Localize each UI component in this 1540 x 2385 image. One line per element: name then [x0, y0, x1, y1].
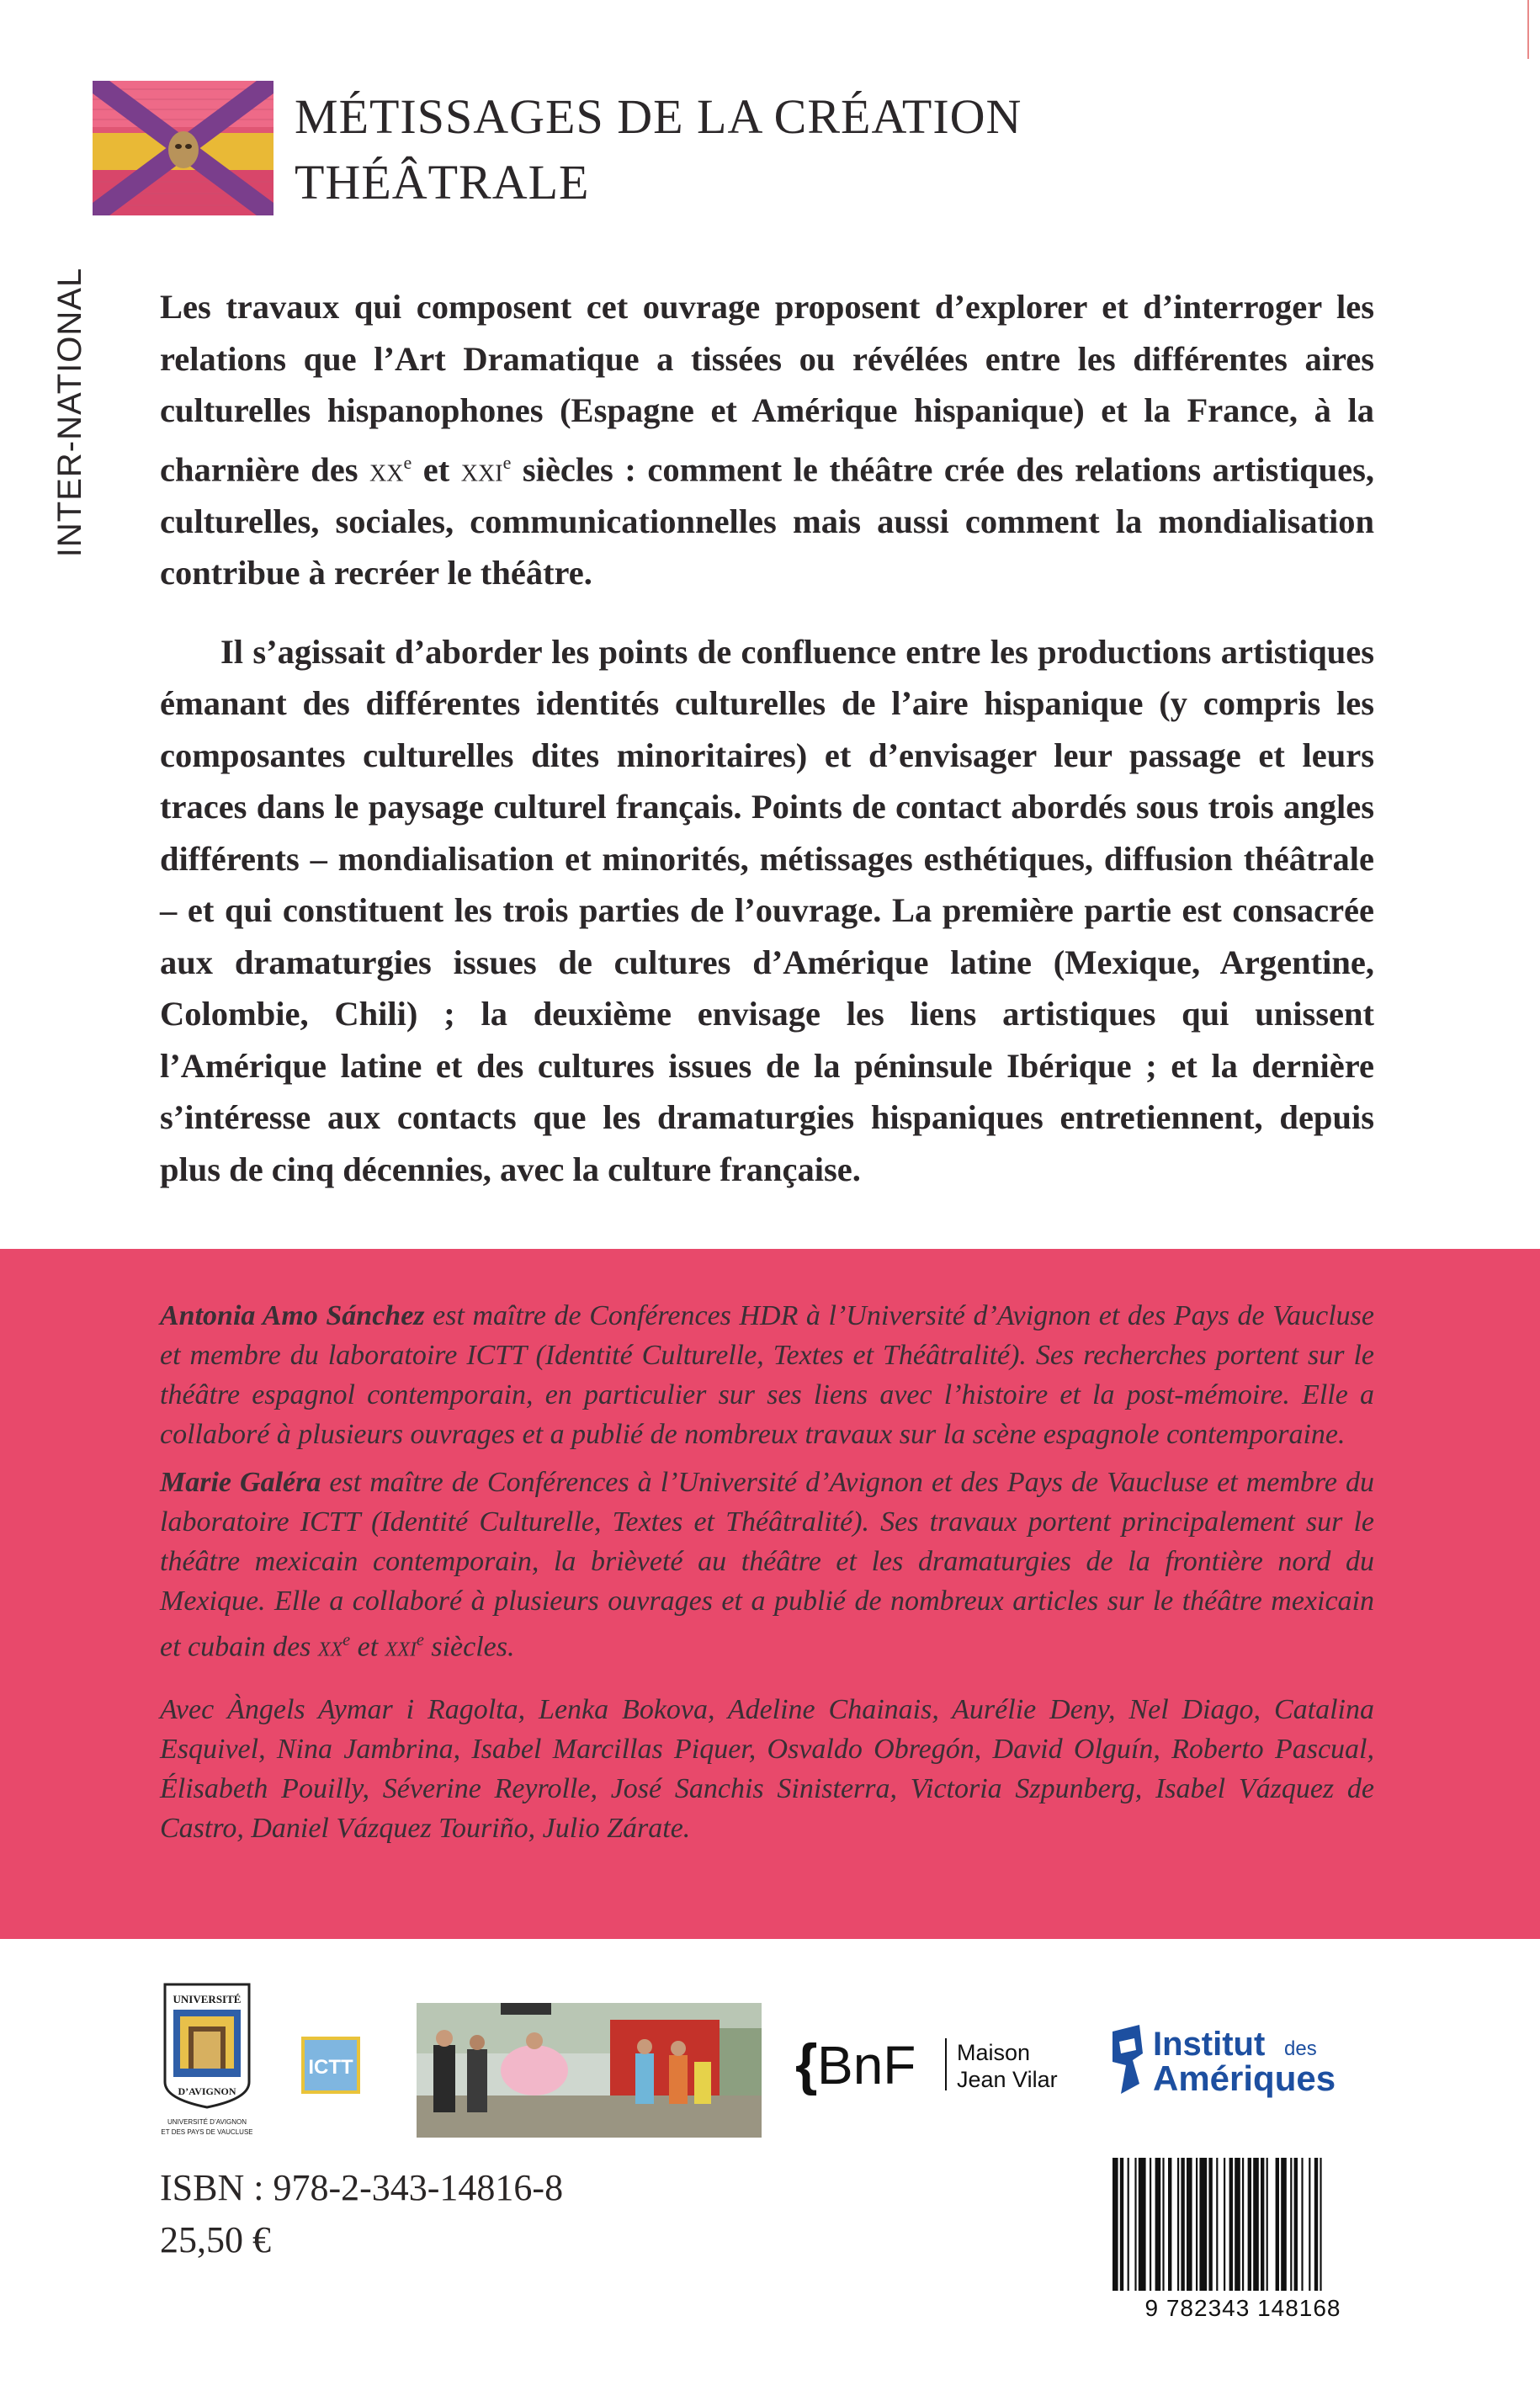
barcode-bar: [1253, 2158, 1259, 2291]
series-label: INTER-NATIONAL: [51, 267, 88, 558]
barcode-bar: [1134, 2158, 1136, 2291]
book-title-line-2: THÉÂTRALE: [295, 155, 590, 210]
book-title-line-1: MÉTISSAGES DE LA CRÉATION: [295, 89, 1022, 144]
theatre-photo: [417, 2003, 762, 2138]
bnf-brace: {: [795, 2032, 818, 2096]
avignon-logo-sub-1: UNIVERSITÉ D’AVIGNON: [167, 2118, 247, 2126]
barcode-bar: [1139, 2158, 1146, 2291]
institut-des-text: des: [1284, 2037, 1317, 2060]
description-paragraph-2: Il s’agissait d’aborder les points de confluence entre les productions artistiques émanant des différentes identités culturelles de l’aire hispanique (y compris les composantes culturelles dites minoritaires) et d’envisager leur passage et leurs traces dans le paysage culturel français. Points de contact abordés sous trois angles différents – mondialisation et minorités, métissages esthétiques, diffusion théâtrale – et qui constituent les trois parties de l’ouvrage. La première partie est consacrée aux dramaturgies issues de cultures d’Amérique latine (Mexique, Argentine, Colombie, Chili) ; la deuxième envisage les liens artistiques qui unissent l’Amérique latine et des cultures issues de la péninsule Ibérique ; et la dernière s’intéresse aux contacts que les dramaturgies hispaniques entretiennent, depuis plus de cinq décennies, avec la culture française.: [160, 632, 1374, 1188]
authors-section: [160, 1296, 1374, 1856]
barcode-bar: [1187, 2158, 1192, 2291]
barcode-bar: [1120, 2158, 1123, 2291]
barcode-bar: [1155, 2158, 1161, 2291]
desc-p1-b: et: [412, 450, 461, 488]
barcode-bars: [1113, 2158, 1322, 2291]
isbn: ISBN : 978-2-343-14816-8: [160, 2167, 564, 2208]
bnf-maison-jean-vilar-logo: [795, 2020, 1081, 2112]
author-century-21-sup: e: [416, 1631, 424, 1649]
barcode-bar: [1290, 2158, 1292, 2291]
institut-text: Institut: [1153, 2026, 1266, 2063]
author-bio-1-text: est maître de Conférences HDR à l’Université d’Avignon et des Pays de Vaucluse et membre du laboratoire ICTT (Identité Culturelle, Textes et Théâtralité). Ses recherches portent sur le théâtre espagnol contemporain, en particulier sur ses liens avec l’histoire et la post-mémoire. Elle a collaboré à plusieurs ouvrages et a publié de nombreux travaux sur la scène espagnole contemporaine.: [160, 1300, 1374, 1450]
barcode-bar: [1113, 2158, 1118, 2291]
barcode-bar: [1261, 2158, 1264, 2291]
barcode-bar: [1294, 2158, 1298, 2291]
barcode-bar: [1281, 2158, 1287, 2291]
avignon-logo-mid-text: D’AVIGNON: [178, 2085, 236, 2097]
ameriques-text: Amériques: [1153, 2058, 1336, 2098]
author-bio-2-end: siècles.: [423, 1631, 515, 1663]
barcode-bar: [1162, 2158, 1164, 2291]
avignon-logo-top-text: UNIVERSITÉ: [173, 1993, 242, 2005]
barcode-bar: [1248, 2158, 1251, 2291]
description: [160, 281, 1374, 1195]
author-bio-2-text: est maître de Conférences à l’Université d’Avignon et des Pays de Vaucluse et membre du laboratoire ICTT (Identité Culturelle, Textes et Théâtralité). Ses travaux portent principalement sur le théâtre mexicain contemporain, la brièveté au théâtre et les dramaturgies de la frontière nord du Mexique. Elle a collaboré à plusieurs ouvrages et a publié de nombreux articles sur le théâtre mexicain et cubain des: [160, 1467, 1374, 1663]
bnf-logo-text: BnF: [817, 2035, 916, 2096]
barcode-bar: [1267, 2158, 1268, 2291]
price: 25,50 €: [160, 2219, 271, 2260]
barcode-bar: [1314, 2158, 1318, 2291]
barcode-bar: [1168, 2158, 1171, 2291]
desc-p1-a: Les travaux qui composent cet ouvrage proposent d’explorer et d’interroger les relations que l’Art Dramatique a tissées ou révélées entre les différentes aires culturelles hispanophones (Espagne et Amérique hispanique) et la France, à la charnière des: [160, 288, 1374, 488]
century-21: xxi: [460, 450, 503, 488]
ictt-logo-text: ICTT: [308, 2056, 353, 2079]
barcode-bar: [1196, 2158, 1197, 2291]
page-edge-mark: [1527, 0, 1529, 59]
barcode-bar: [1199, 2158, 1207, 2291]
contributors: Avec Àngels Aymar i Ragolta, Lenka Bokova, Adeline Chainais, Aurélie Deny, Nel Diago, Catalina Esquivel, Nina Jambrina, Isabel Marcillas Piquer, Osvaldo Obregón, David Olguín, Roberto Pascual, Élisabeth Pouilly, Séverine Reyrolle, José Sanchis Sinisterra, Victoria Szpunberg, Isabel Vázquez de Castro, Daniel Vázquez Touriño, Julio Zárate.: [160, 1694, 1374, 1845]
author-bio-2: [160, 1463, 1374, 1666]
century-20: xx: [369, 450, 404, 488]
avignon-logo-sub-2: ET DES PAYS DE VAUCLUSE: [162, 2128, 252, 2136]
author-name-2: Marie Galéra: [160, 1467, 321, 1498]
barcode-bar: [1150, 2158, 1151, 2291]
jean-vilar-text: Jean Vilar: [957, 2067, 1058, 2092]
barcode-number: 9 782343 148168: [1144, 2295, 1341, 2321]
author-bio-1: [160, 1296, 1374, 1454]
author-century-20-sup: e: [343, 1631, 351, 1649]
description-paragraph-1: [160, 281, 1374, 599]
barcode-bar: [1320, 2158, 1321, 2291]
author-century-20: xx: [317, 1631, 343, 1663]
barcode-bar: [1181, 2158, 1184, 2291]
barcode-bar: [1224, 2158, 1225, 2291]
desc-p1-d: siècles : comment le théâtre crée des relations artistiques, culturelles, sociales, communicationnelles mais aussi comment la mondialisation contribue à recréer le théâtre.: [160, 450, 1374, 592]
barcode-bar: [1301, 2158, 1303, 2291]
century-20-sup: e: [403, 451, 412, 473]
institut-des-ameriques-logo: [1109, 2016, 1378, 2101]
century-21-sup: e: [502, 451, 512, 473]
author-name-1: Antonia Amo Sánchez: [160, 1300, 425, 1331]
author-century-21: xxi: [385, 1631, 417, 1663]
barcode-bar: [1309, 2158, 1310, 2291]
barcode: [1109, 2156, 1377, 2321]
barcode-bar: [1235, 2158, 1240, 2291]
universite-avignon-logo: [162, 1981, 252, 2141]
barcode-bar: [1216, 2158, 1218, 2291]
barcode-bar: [1229, 2158, 1233, 2291]
barcode-bar: [1242, 2158, 1244, 2291]
ictt-logo: [301, 2037, 360, 2094]
barcode-bar: [1177, 2158, 1179, 2291]
maison-text: Maison: [957, 2040, 1031, 2065]
book-title: [295, 84, 1136, 215]
author-and: et: [350, 1631, 385, 1663]
barcode-bar: [1128, 2158, 1129, 2291]
cover-thumbnail: [93, 81, 273, 215]
barcode-bar: [1276, 2158, 1279, 2291]
barcode-bar: [1208, 2158, 1212, 2291]
